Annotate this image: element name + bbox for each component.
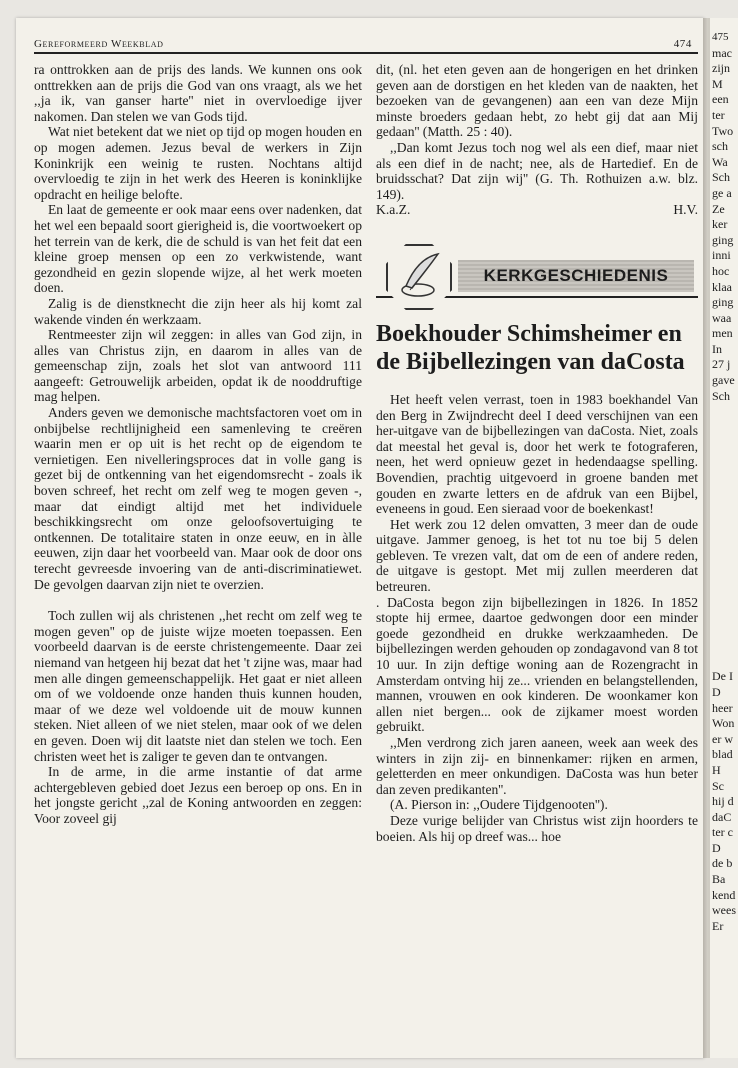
fragment-text: D bbox=[712, 840, 721, 855]
paragraph: Het heeft velen verrast, toen in 1983 boekhandel Van den Berg in Zwijndrecht deel I deed verschijnen van een her-uitgave van de bijbellezingen van daCosta. Niet, zoals dat meestal het geval is, door het werk te fotograferen, neen, het werd opnieuw gezet in hedendaagse spelling. Bovendien, prachtig uitgevoerd in groene banden met gouden en zwarte letters en de afdruk van een Bijbel, eveneens in goud. Een sieraad voor de boekenkast! bbox=[376, 391, 698, 517]
left-column bbox=[34, 62, 362, 827]
fragment-text bbox=[712, 404, 736, 420]
fragment-text bbox=[712, 623, 736, 639]
fragment-text bbox=[712, 482, 736, 498]
fragment-text: ker bbox=[712, 217, 728, 232]
fragment-text bbox=[712, 545, 736, 561]
paragraph: ra onttrokken aan de prijs des lands. We kunnen ons ook onttrekken aan de prijs die God van ons vraagt, als we het ,,ja ik, van ganser harte'' niet in overvloedige ijver nakomen. Dan stelen we van Gods tijd. bbox=[34, 62, 362, 124]
publication-title: Gereformeerd Weekblad bbox=[34, 38, 164, 50]
fragment-text: men bbox=[712, 326, 733, 341]
fragment-text: H bbox=[712, 762, 721, 777]
right-column bbox=[376, 62, 698, 844]
fragment-text: waa bbox=[712, 310, 732, 325]
fragment-text: Sch bbox=[712, 388, 730, 403]
fragment-text: Two bbox=[712, 123, 734, 138]
running-header bbox=[34, 38, 698, 50]
fragment-text: er w bbox=[712, 731, 733, 746]
fragment-text bbox=[712, 498, 736, 514]
next-page-edge bbox=[712, 30, 736, 934]
next-page-fragments bbox=[712, 46, 736, 935]
fragment-text: zijn bbox=[712, 61, 730, 76]
quotation: ,,Men verdrong zich jaren aaneen, week aan week des winters in zijn zij- en binnenkamer: rijken en armen, geletterden en meer onkundigen. DaCosta was hun beter dan zeven predikanten''. bbox=[376, 735, 698, 797]
signature-right: H.V. bbox=[673, 202, 698, 218]
fragment-text: D bbox=[712, 684, 721, 699]
fragment-text: ter c bbox=[712, 825, 733, 840]
citation: (A. Pierson in: ,,Oudere Tijdgenooten''). bbox=[390, 797, 608, 813]
fragment-text: Wa bbox=[712, 154, 728, 169]
fragment-text bbox=[712, 638, 736, 654]
paragraph: En laat de gemeente er ook maar eens over nadenken, dat het wel een bepaald soort gierigheid is, die voortwoekert op het terrein van de kerk, die de schuld is van het feit dat een kleine groep mensen op een zo verkwistende, want gezondheid en gezin slopende wijze, al het werk moeten doen. bbox=[34, 202, 362, 296]
fragment-text: wees bbox=[712, 903, 736, 918]
fragment-text: sch bbox=[712, 139, 728, 154]
paragraph: . DaCosta begon zijn bijbellezingen in 1826. In 1852 stopte hij ermee, daartoe gedwongen door een minder goede gezondheid en drukke werkzaamheden. De bijbellezingen werden gehouden op zondagavond van 8 tot 10 uur. In zijn deftige woning aan de Rozengracht in Amsterdam ontving hij ze... vrienden en belangstellenden, mannen, vrouwen en ook kinderen. De woonkamer kon allen niet bergen... ook de zijkamer moest worden gebruikt. bbox=[376, 594, 698, 735]
fragment-text: blad bbox=[712, 747, 733, 762]
fragment-text: hij d bbox=[712, 794, 734, 809]
paragraph: Deze vurige belijder van Christus wist zijn hoorders te boeien. Als hij op dreef was... hoe bbox=[376, 812, 698, 844]
fragment-text bbox=[712, 654, 736, 670]
fragment-text: Won bbox=[712, 716, 735, 731]
article-title: Boekhouder Schimsheimer en de Bijbellezingen van daCosta bbox=[376, 320, 685, 375]
fragment-text bbox=[712, 435, 736, 451]
paragraph: Het werk zou 12 delen omvatten, 3 meer dan de oude uitgave. Jammer genoeg, is het tot nu toe bij 5 delen gebleven. Te vrezen valt, dat om de een of andere reden, de uitgave is gestopt. Met mij zullen meerderen dat betreuren. bbox=[376, 516, 698, 595]
paragraph: Zalig is de dienstknecht die zijn heer als hij komt zal wakende vinden én werkzaam. bbox=[34, 295, 362, 327]
fragment-text bbox=[712, 529, 736, 545]
fragment-text bbox=[712, 576, 736, 592]
paragraph: Rentmeester zijn wil zeggen: in alles van God zijn, in alles van Christus zijn, en daarom in alles van de gemeenschap zijn, zoals het slot van antwoord 111 aangeeft: Getrouwelijk arbeiden, opdat ik de nooddruftige mag helpen. bbox=[34, 327, 362, 405]
fragment-text: ging bbox=[712, 232, 734, 247]
page-number: 474 bbox=[673, 38, 692, 50]
section-label: KERKGESCHIEDENIS bbox=[458, 260, 694, 292]
fragment-text: een bbox=[712, 92, 729, 107]
header-rule bbox=[34, 52, 698, 54]
fragment-text: hoc bbox=[712, 263, 730, 278]
paragraph: Wat niet betekent dat we niet op tijd op mogen houden en op mogen ademen. Jezus beval de werkers in Zijn Koninkrijk een weinig te rusten. Nochtans altijd overvloedig te zijn in het werk des Heeren is koninklijke opdracht en heilige belofte. bbox=[34, 124, 362, 202]
fragment-text: De I bbox=[712, 669, 733, 684]
fragment-text: Er bbox=[712, 918, 724, 933]
fragment-text: heer bbox=[712, 700, 733, 715]
fragment-text: mac bbox=[712, 45, 732, 60]
fragment-text: Ba bbox=[712, 872, 726, 887]
fragment-text: gave bbox=[712, 373, 735, 388]
next-page-number: 475 bbox=[712, 31, 729, 43]
signature-left: K.a.Z. bbox=[376, 202, 411, 218]
fragment-text: ge a bbox=[712, 185, 732, 200]
fragment-text: ter bbox=[712, 107, 725, 122]
fragment-text: inni bbox=[712, 248, 731, 263]
fragment-text: Sc bbox=[712, 778, 724, 793]
quill-icon bbox=[386, 244, 452, 310]
fragment-text: Ze bbox=[712, 201, 725, 216]
fragment-text: In bbox=[712, 341, 722, 356]
fragment-text: daC bbox=[712, 809, 732, 824]
paragraph: ,,Dan komt Jezus toch nog wel als een dief, maar niet als een dief in de nacht; nee, als de Hartedief. En de bruidsschat? Dat zijn wij'' (G. Th. Rothuizen a.w. blz. 149). bbox=[376, 139, 698, 202]
fragment-text bbox=[712, 513, 736, 529]
fragment-text: 27 j bbox=[712, 357, 731, 372]
fragment-text: Sch bbox=[712, 170, 730, 185]
section-banner bbox=[376, 238, 698, 308]
paragraph: dit, (nl. het eten geven aan de hongerigen en het drinken geven aan de dorstigen en het kleden van de naakten, het bezoeken van de gevangenen) aan een van deze Mijn minste broeders gedaan hebt, zo hebt gij dat aan Mij gedaan'' (Matth. 25 : 40). bbox=[376, 62, 698, 140]
fragment-text: de b bbox=[712, 856, 733, 871]
fragment-text bbox=[712, 560, 736, 576]
fragment-text bbox=[712, 607, 736, 623]
fragment-text: ging bbox=[712, 295, 734, 310]
fragment-text bbox=[712, 420, 736, 436]
fragment-text bbox=[712, 591, 736, 607]
fragment-text: klaa bbox=[712, 279, 732, 294]
paragraph: Toch zullen wij als christenen ,,het recht om zelf weg te mogen geven'' op de juiste wijze moeten toepassen. Een voorbeeld daarvan is de eerste christengemeente. Daar zei niemand van hetgeen hij bezat dat het 't zijne was, maar had men alle dingen gemeenschappelijk. Het gaat er niet alleen om of we voldoende onze handen thuis kunnen houden, maar of we deze wel voldoende uit de mouw kunnen steken. Niet alleen of we niet stelen, maar ook of we delen en geven. Doen wij dit laatste niet dan stelen we toch. Een christen weet het is zaliger te geven dan te ontvangen. bbox=[34, 608, 362, 764]
paragraph: In de arme, in die arme instantie of dat arme achtergebleven gebied doet Jezus een beroep op ons. En in het jongste gericht ,,zal de Koning antwoorden en zeggen: Voor zoveel gij bbox=[34, 764, 362, 826]
paragraph: Anders geven we demonische machtsfactoren voet om in onbijbelse rechtlijnigheid een samenleving te creëren waarin men er op uit is het recht op de eigendom te vernietigen. Een nivelleringsproces dat in volle gang is gezet bij de ontkenning van het eigendomsrecht - zoals ik boven schreef, het recht om zelf weg te mogen geven -, maar dat eindigt altijd met het individuele beschikkingsrecht om onze geloofsovertuiging te ontkennen. De totalitaire staten in onze eeuw, en in àlle eeuwen, zijn daar het voorbeeld van. Maar ook de door ons terecht gevreesde invoering van de anti-discriminatiewet. De gevolgen daarvan zijn niet te overzien. bbox=[34, 405, 362, 592]
fragment-text: kend bbox=[712, 887, 736, 902]
fragment-text bbox=[712, 467, 736, 483]
fragment-text: M bbox=[712, 76, 723, 91]
fragment-text bbox=[712, 451, 736, 467]
signature-line bbox=[376, 202, 698, 218]
